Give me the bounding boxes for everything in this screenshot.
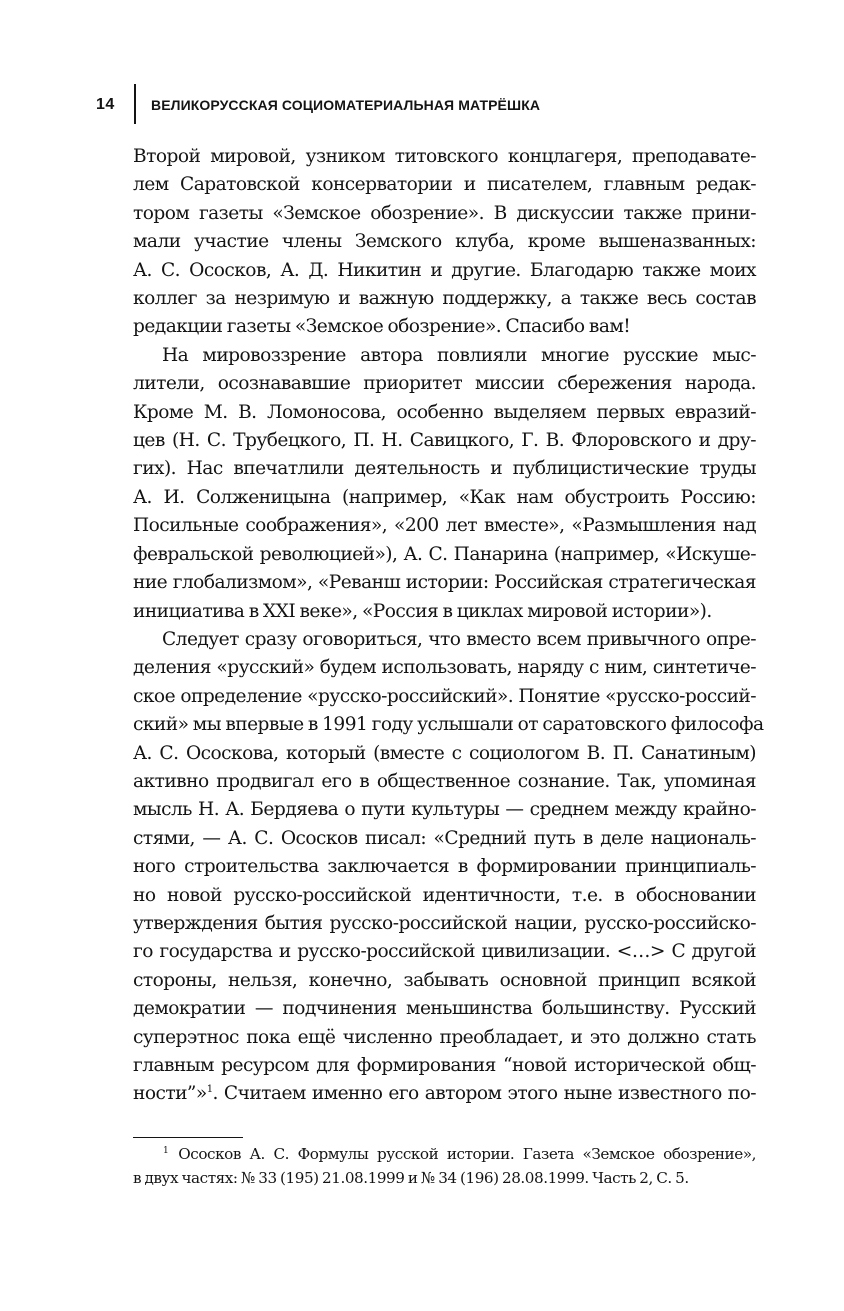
text-fragment: ности”»: [133, 1083, 207, 1105]
text-line: А. И. Солженицына (например, «Как нам обустроить Россию:: [133, 486, 756, 508]
text-line: стороны, нельзя, конечно, забывать основной принцип всякой: [133, 969, 756, 991]
page-number: 14: [96, 96, 115, 113]
paragraph-1: [133, 143, 756, 342]
footnote-marker: 1: [163, 1145, 169, 1156]
footnote-text: Ососков А. С. Формулы русской истории. Газета «Земское обозрение»,: [178, 1145, 756, 1163]
paragraph-2: [133, 342, 756, 626]
text-line: А. С. Ососкова, который (вместе с социологом В. П. Санатиным): [133, 742, 756, 764]
text-line: мысль Н. А. Бердяева о пути культуры — среднем между крайно-: [133, 799, 756, 821]
text-line: тором газеты «Земское обозрение». В дискуссии также прини-: [133, 202, 756, 224]
text-line: февральской революцией»), А. С. Панарина (например, «Искуше-: [133, 543, 756, 565]
text-line: лители, осознававшие приоритет миссии сбережения народа.: [133, 373, 756, 395]
text-line: ское определение «русско-российский». Понятие «русско-россий-: [133, 685, 756, 707]
text-line: суперэтнос пока ещё численно преобладает, и это должно стать: [133, 1026, 756, 1048]
header-divider: [134, 84, 136, 124]
text-line: Второй мировой, узником титовского концлагеря, преподавате-: [133, 146, 756, 167]
text-line: демократии — подчинения меньшинства большинству. Русский: [133, 998, 756, 1020]
text-line-with-footnote-ref: [133, 1080, 756, 1108]
text-line: стями, — А. С. Ососков писал: «Средний путь в деле националь-: [133, 827, 756, 849]
text-line: го государства и русско-российской цивилизации. <…> С другой: [133, 941, 756, 963]
text-line: коллег за незримую и важную поддержку, а также весь состав: [133, 288, 756, 310]
text-line: деления «русский» будем использовать, наряду с ним, синтетиче-: [133, 657, 756, 679]
text-line: лем Саратовской консерватории и писателем, главным редак-: [133, 174, 756, 196]
text-line: инициатива в XXI веке», «Россия в циклах мировой истории»).: [133, 600, 712, 622]
text-line: мали участие члены Земского клуба, кроме вышеназванных:: [133, 231, 756, 253]
footnote-line: в двух частях: № 33 (195) 21.08.1999 и № 34 (196) 28.08.1999. Часть 2, С. 5.: [133, 1168, 689, 1187]
paragraph-3: [133, 626, 764, 1109]
text-line: но новой русско-российской идентичности, т.е. в обосновании: [133, 884, 756, 906]
text-line: На мировоззрение автора повлияли многие русские мыс-: [162, 344, 756, 366]
text-line: главным ресурсом для формирования “новой исторической общ-: [133, 1055, 756, 1076]
text-line: утверждения бытия русско-российской нации, русско-российско-: [133, 912, 756, 934]
text-line: активно продвигал его в общественное сознание. Так, упоминая: [133, 770, 756, 792]
text-line: ние глобализмом», «Реванш истории: Российская стратегическая: [133, 572, 756, 594]
text-line: Следует сразу оговориться, что вместо всем привычного опре-: [162, 628, 756, 650]
text-line: ного строительства заключается в формировании принципиаль-: [133, 856, 756, 878]
text-fragment: . Считаем именно его автором этого ныне известного по-: [212, 1083, 756, 1105]
footnote-line: [133, 1143, 756, 1167]
footnote: [133, 1143, 756, 1190]
body-text: [133, 143, 764, 1109]
running-head: [96, 84, 756, 124]
text-line: Кроме М. В. Ломоносова, особенно выделяем первых евразий-: [133, 401, 756, 423]
text-line: ский» мы впервые в 1991 году услышали от саратовского философа: [133, 714, 764, 736]
text-line: цев (Н. С. Трубецкого, П. Н. Савицкого, Г. В. Флоровского и дру-: [133, 430, 756, 452]
text-line: А. С. Ососков, А. Д. Никитин и другие. Благодарю также моих: [133, 259, 756, 281]
text-line: редакции газеты «Земское обозрение». Спасибо вам!: [133, 316, 631, 338]
text-line: Посильные соображения», «200 лет вместе», «Размышления над: [133, 515, 756, 537]
text-line: гих). Нас впечатлили деятельность и публицистические труды: [133, 458, 756, 480]
footnote-reference: 1: [206, 1084, 213, 1096]
footnote-separator: [133, 1137, 243, 1138]
running-title: ВЕЛИКОРУССКАЯ СОЦИОМАТЕРИАЛЬНАЯ МАТРЁШКА: [151, 97, 541, 113]
